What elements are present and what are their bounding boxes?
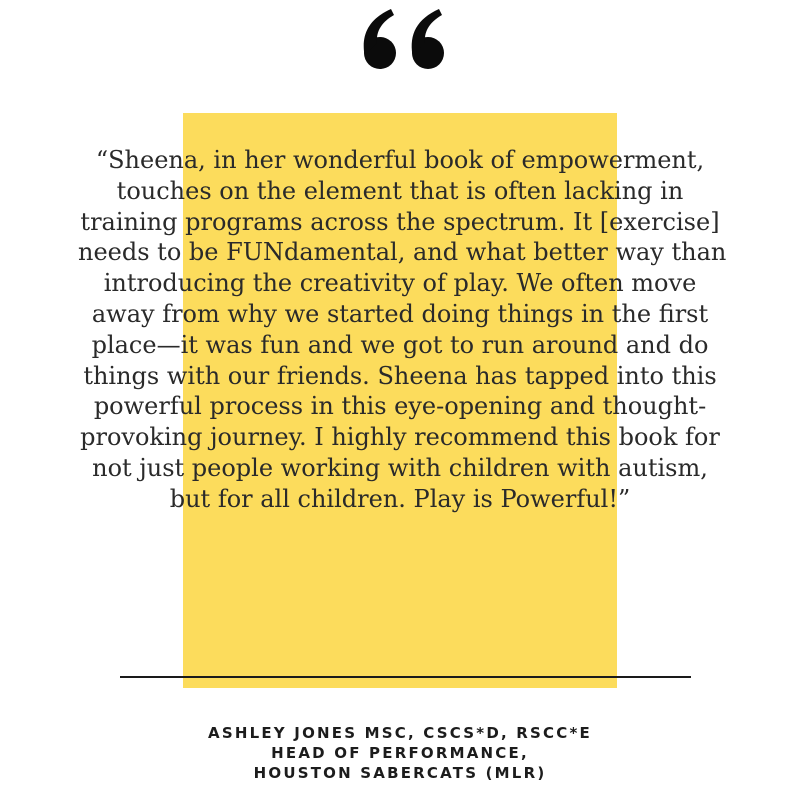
testimonial-quote	[78, 145, 727, 515]
quote-line: introducing the creativity of play. We often move	[103, 269, 697, 298]
quote-line: “Sheena, in her wonderful book of empowerment,	[95, 146, 705, 174]
quote-line: away from why we started doing things in the first	[91, 299, 709, 328]
divider-line	[120, 676, 691, 678]
quote-line: not just people working with children with autism,	[92, 453, 708, 482]
author-organization: HOUSTON SABERCATS (MLR)	[253, 764, 547, 782]
quote-line: touches on the element that is often lacking in	[116, 176, 684, 205]
quote-line: needs to be FUNdamental, and what better way than	[78, 238, 727, 267]
author-name: ASHLEY JONES MSC, CSCS*D, RSCC*E	[208, 724, 592, 742]
attribution-block	[100, 723, 700, 783]
quote-line: training programs across the spectrum. It [exercise]	[80, 207, 720, 236]
quote-line: powerful process in this eye-opening and thought-	[93, 392, 707, 421]
author-role: HEAD OF PERFORMANCE,	[271, 744, 529, 762]
quote-line: things with our friends. Sheena has tapped into this	[83, 361, 717, 390]
quote-line: provoking journey. I highly recommend this book for	[80, 423, 720, 452]
quote-line: place—it was fun and we got to run around and do	[91, 330, 709, 359]
quote-line: but for all children. Play is Powerful!”	[169, 484, 631, 513]
open-double-quote-icon	[355, 0, 455, 80]
